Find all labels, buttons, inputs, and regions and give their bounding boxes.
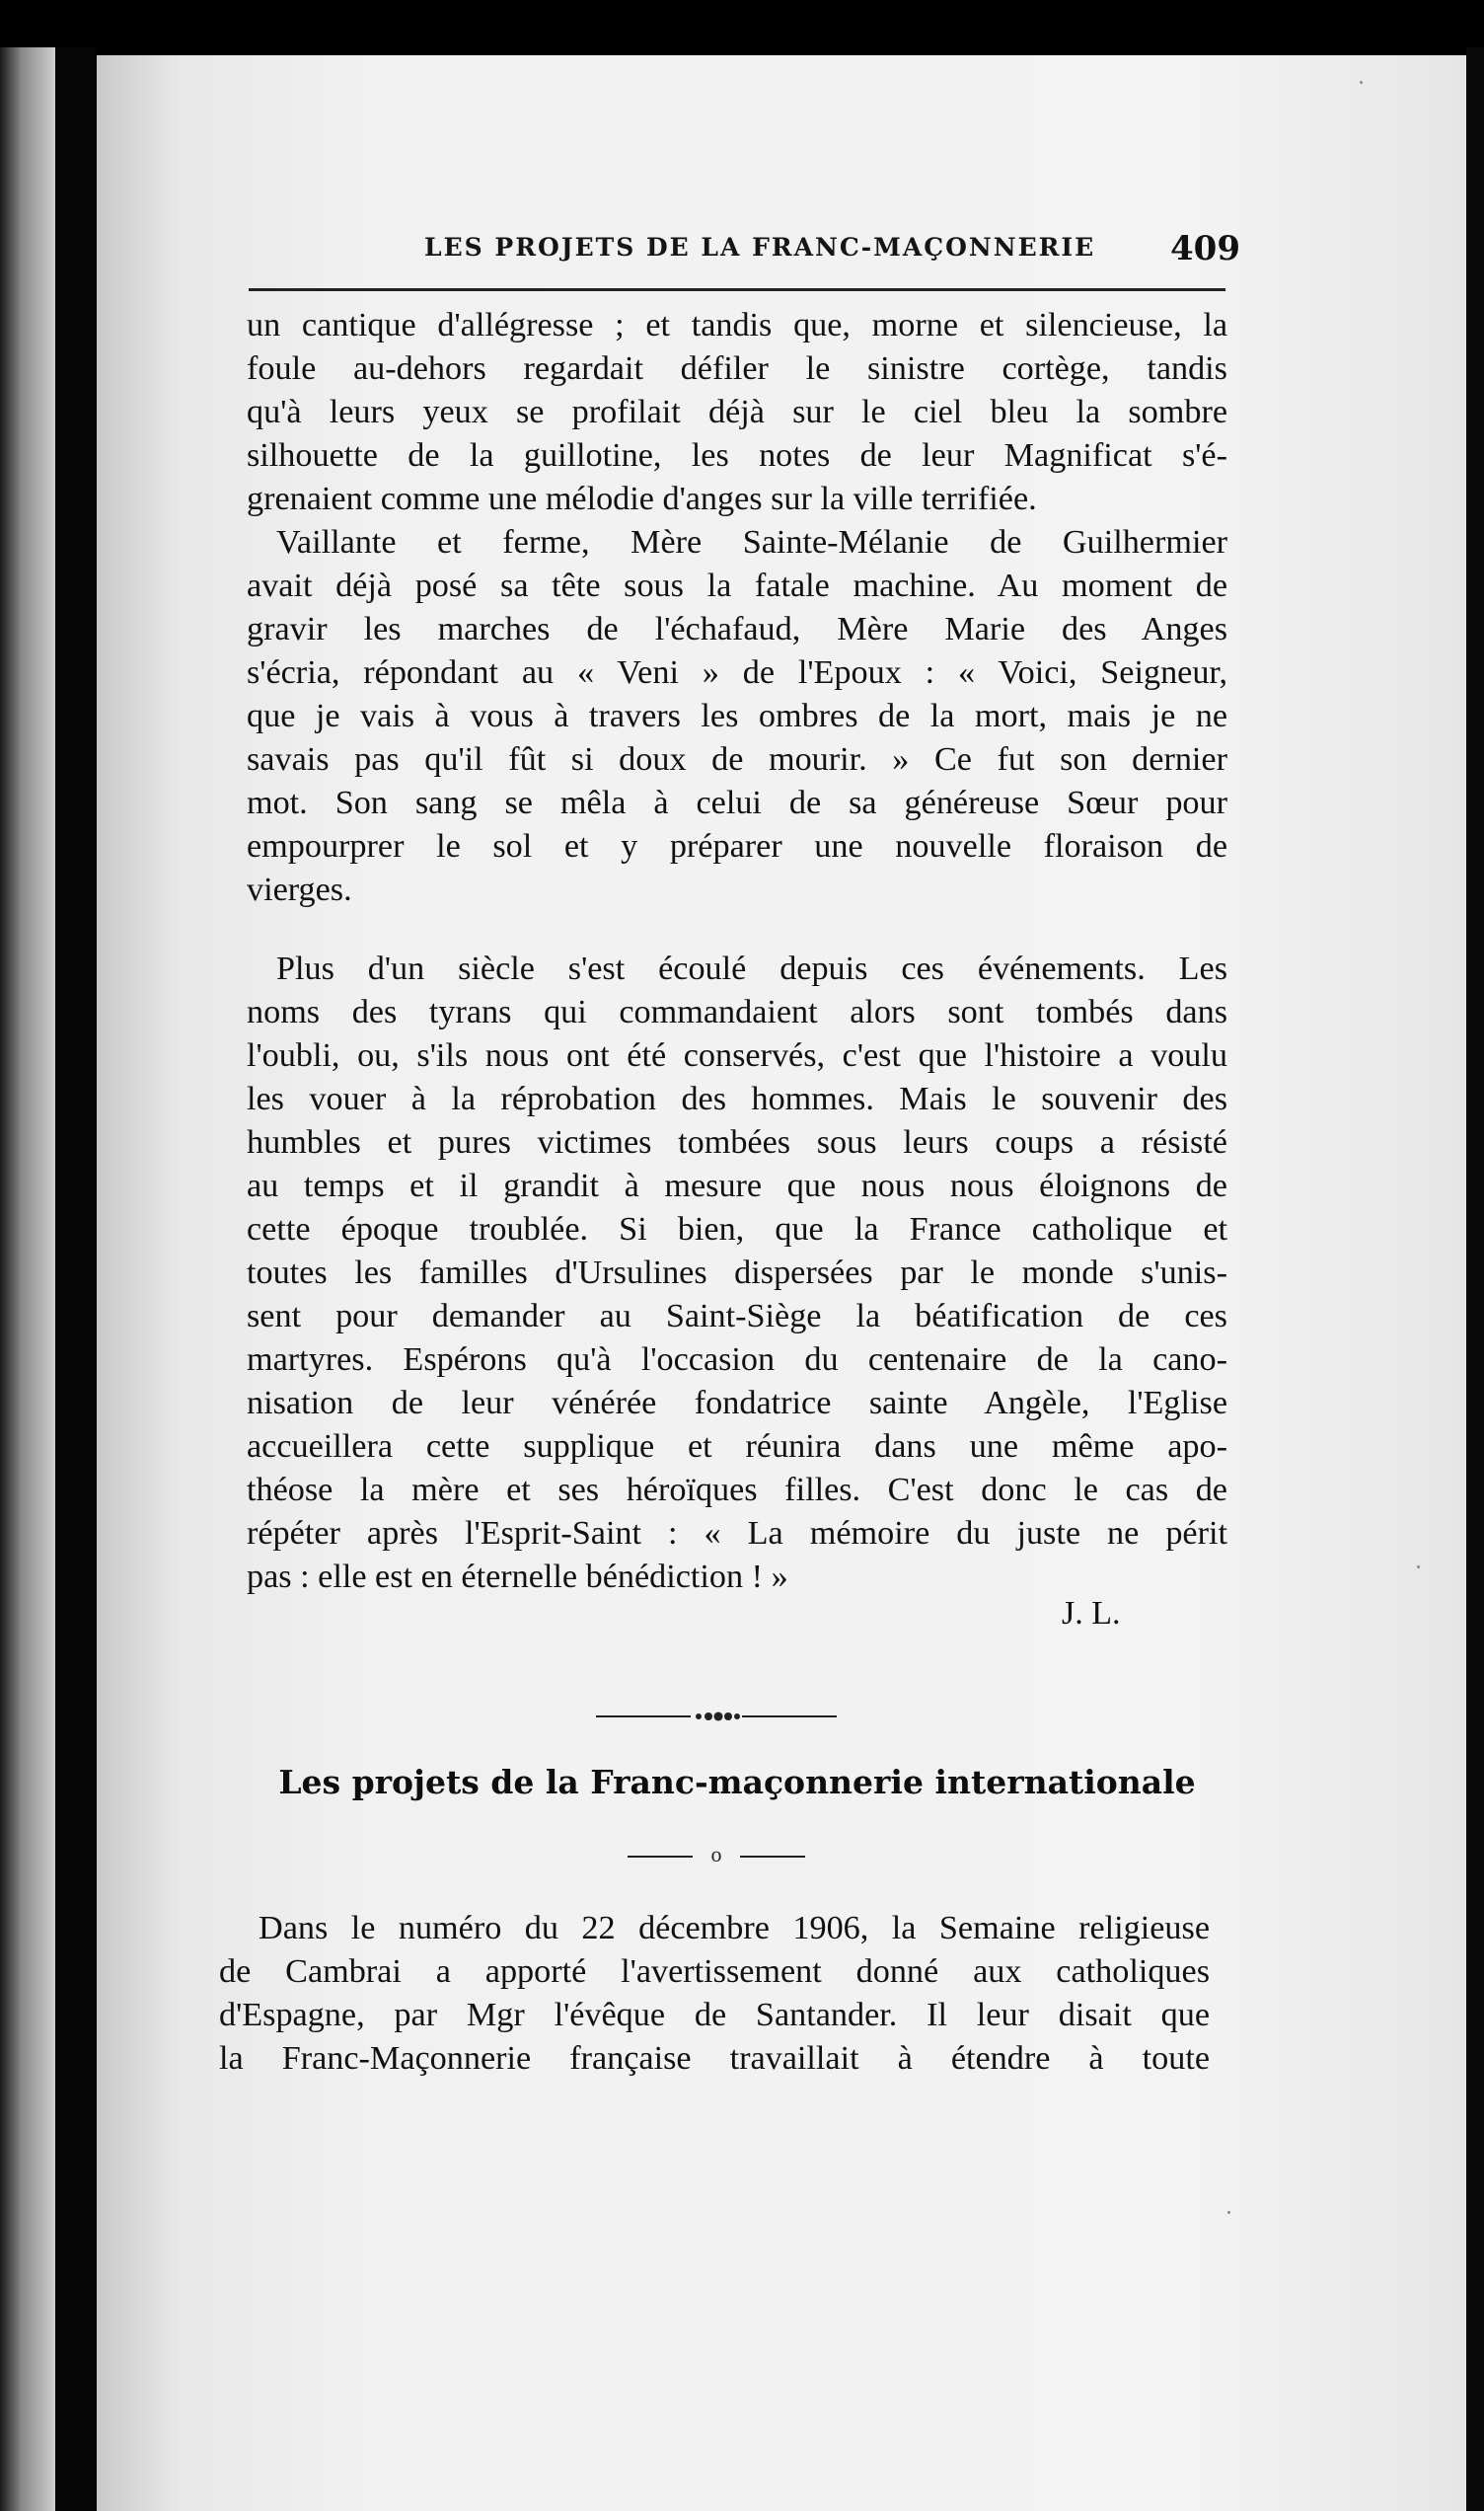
header-rule [249,288,1225,291]
section-ornament [596,1710,837,1723]
text-line: s'écria, répondant au « Veni » de l'Epoux : « Voici, Seigneur, [247,654,1227,691]
text-line: avait déjà posé sa tête sous la fatale machine. Au moment de [247,568,1227,604]
section-paragraph [219,1907,1210,2081]
paragraph-3 [247,948,1227,1599]
text-line: vierges. [247,872,352,908]
scan-speck [1417,1565,1420,1568]
scan-border-top [0,0,1484,59]
title-separator [628,1846,805,1865]
text-line: au temps et il grandit à mesure que nous nous éloignons de [247,1168,1227,1204]
text-line: les vouer à la réprobation des hommes. Mais le souvenir des [247,1081,1227,1117]
scan-speck [1360,81,1363,84]
separator-mark: o [710,1846,722,1865]
text-line: noms des tyrans qui commandaient alors sont tombés dans [247,994,1227,1030]
text-line: de Cambrai a apporté l'avertissement donné aux catholiques [219,1953,1210,1990]
text-line: nisation de leur vénérée fondatrice sainte Angèle, l'Eglise [247,1385,1227,1421]
scan-speck [1227,2211,1230,2214]
text-line: d'Espagne, par Mgr l'évêque de Santander. Il leur disait que [219,1997,1210,2033]
book-gutter [55,47,97,2511]
text-line: qu'à leurs yeux se profilait déjà sur le ciel bleu la sombre [247,394,1227,430]
text-line: martyres. Espérons qu'à l'occasion du centenaire de la cano- [247,1341,1227,1378]
paragraph-1 [247,304,1227,521]
text-line: humbles et pures victimes tombées sous leurs coups a résisté [247,1124,1227,1161]
text-line: Plus d'un siècle s'est écoulé depuis ces événements. Les [276,951,1227,987]
text-line: grenaient comme une mélodie d'anges sur la ville terrifiée. [247,481,1037,517]
text-line: accueillera cette supplique et réunira dans une même apo- [247,1428,1227,1465]
text-line: la Franc-Maçonnerie française travaillait à étendre à toute [219,2040,1210,2077]
text-line: Dans le numéro du 22 décembre 1906, la Semaine religieuse [259,1910,1210,1946]
page-number: 409 [1170,229,1240,268]
text-line: empourprer le sol et y préparer une nouvelle floraison de [247,828,1227,865]
text-line: théose la mère et ses héroïques filles. C'est donc le cas de [247,1472,1227,1508]
text-line: foule au-dehors regardait défiler le sinistre cortège, tandis [247,350,1227,387]
text-line: savais pas qu'il fût si doux de mourir. » Ce fut son dernier [247,741,1227,778]
text-line: que je vais à vous à travers les ombres de la mort, mais je ne [247,698,1227,734]
text-line: mot. Son sang se mêla à celui de sa généreuse Sœur pour [247,785,1227,821]
running-head: LES PROJETS DE LA FRANC-MAÇONNERIE [424,233,1096,262]
text-line: sent pour demander au Saint-Siège la béatification de ces [247,1298,1227,1334]
text-line: l'oubli, ou, s'ils nous ont été conservés, c'est que l'histoire a voulu [247,1037,1227,1074]
text-line: Vaillante et ferme, Mère Sainte-Mélanie de Guilhermier [276,524,1227,561]
text-line: silhouette de la guillotine, les notes de leur Magnificat s'é- [247,437,1227,474]
text-line: un cantique d'allégresse ; et tandis que, morne et silencieuse, la [247,307,1227,343]
text-line: toutes les familles d'Ursulines dispersées par le monde s'unis- [247,1255,1227,1291]
text-line: répéter après l'Esprit-Saint : « La mémoire du juste ne périt [247,1515,1227,1552]
text-line: gravir les marches de l'échafaud, Mère Marie des Anges [247,611,1227,647]
paragraph-2 [247,521,1227,912]
author-signature: J. L. [1062,1595,1121,1632]
scan-border-right [1466,47,1484,2511]
text-line: pas : elle est en éternelle bénédiction ! » [247,1559,788,1595]
section-title: Les projets de la Franc-maçonnerie internationale [278,1763,1196,1801]
facing-page-edge [0,47,55,2511]
text-line: cette époque troublée. Si bien, que la France catholique et [247,1211,1227,1248]
